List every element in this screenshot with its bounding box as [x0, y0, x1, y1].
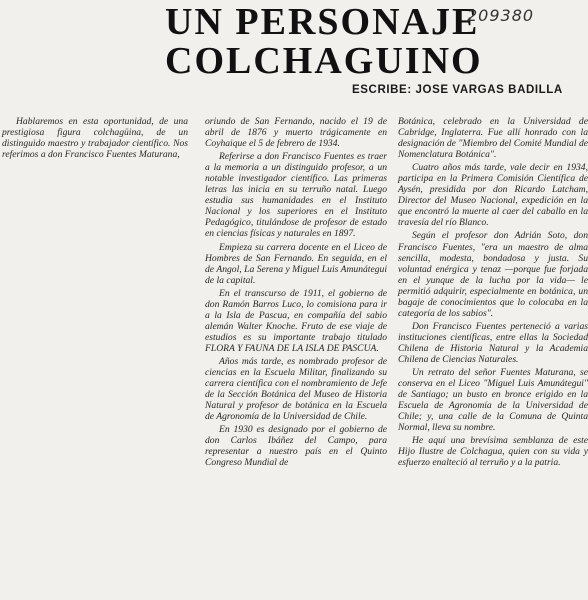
- author-byline: ESCRIBE: JOSE VARGAS BADILLA: [352, 84, 563, 96]
- headline-line-1: UN PERSONAJE: [165, 1, 480, 43]
- paragraph: oriundo de San Fernando, nacido el 19 de abril de 1876 y muerto trágicamente en Coyhaique el 5 de febrero de 1934.: [205, 116, 387, 150]
- paragraph: Hablaremos en esta oportunidad, de una prestigiosa figura colchagüina, de un distinguido maestro y trabajador científico. Nos referimos a don Francisco Fuentes Maturana,: [2, 116, 188, 161]
- handwritten-catalog-number: 209380: [467, 6, 535, 25]
- paragraph: Botánica, celebrado en la Universidad de Cabridge, Inglaterra. Fue allí honrado con la designación de "Miembro del Comité Mundial de Nomenclatura Botánica".: [398, 116, 588, 161]
- paragraph: Don Francisco Fuentes perteneció a varias instituciones científicas, entre ellas la Sociedad Chilena de Historia Natural y la Academia Chilena de Ciencias Naturales.: [398, 320, 588, 365]
- text-column-3: [398, 116, 588, 470]
- paragraph: Referirse a don Francisco Fuentes es traer a la memoria a un distinguido profesor, a un notable investigador científico. Las primeras letras las inicia en su terruño natal. Luego estudia sus humanidades en el Instituto Nacional y los superiores en el Instituto Pedagógico, titulándose de profesor de estado en ciencias físicas y naturales en 1897.: [205, 151, 387, 240]
- paragraph: Empieza su carrera docente en el Liceo de Hombres de San Fernando. En seguida, en el de Angol, La Serena y Miguel Luis Amunátegui de la capital.: [205, 241, 387, 286]
- text-column-1: [2, 116, 188, 162]
- paragraph: He aquí una brevísima semblanza de este Hijo Ilustre de Colchagua, quien con su vida y esfuerzo enalteció al terruño y a la patria.: [398, 435, 588, 469]
- paragraph: Cuatro años más tarde, vale decir en 1934, participa en la Primera Comisión Científica de Aysén, presidida por don Ricardo Latcham, Director del Museo Nacional, expedición en la que encontró la muerte al caer del caballo en la travesía del río Blanco.: [398, 162, 588, 229]
- paragraph: Según el profesor don Adrián Soto, don Francisco Fuentes, "era un maestro de alma sencilla, modesta, bondadosa y justa. Su voluntad enérgica y tenaz —porque fue forjada en el yunque de la lucha por la vida— le permitió adquirir, especialmente en botánica, un bagaje de conocimientos que lo colocaba en la categoría de los sabios".: [398, 230, 588, 319]
- paragraph: Años más tarde, es nombrado profesor de ciencias en la Escuela Militar, finalizando su carrera científica con el nombramiento de Jefe de la Sección Botánica del Museo de Historia Natural y profesor de botánica en la Escuela de Agronomía de la Universidad de Chile.: [205, 355, 387, 423]
- headline-line-2: COLCHAGUINO: [165, 40, 483, 82]
- paragraph: En 1930 es designado por el gobierno de don Carlos Ibáñez del Campo, para representar a nuestro país en el Quinto Congreso Mundial de: [205, 424, 387, 469]
- paragraph: En el transcurso de 1911, el gobierno de don Ramón Barros Luco, lo comisiona para ir a la Isla de Pascua, en compañía del sabio alemán Walter Knoche. Fruto de ese viaje de estudios es su importante trabajo titulado FLORA Y FAUNA DE LA ISLA DE PASCUA.: [205, 287, 387, 354]
- paragraph: Un retrato del señor Fuentes Maturana, se conserva en el Liceo "Miguel Luis Amunátegui" de Santiago; un busto en bronce erigido en la Escuela de Agronomía de la Universidad de Chile; y, una calle de la Comuna de Quinta Normal, lleva su nombre.: [398, 367, 588, 434]
- text-column-2: [205, 116, 387, 470]
